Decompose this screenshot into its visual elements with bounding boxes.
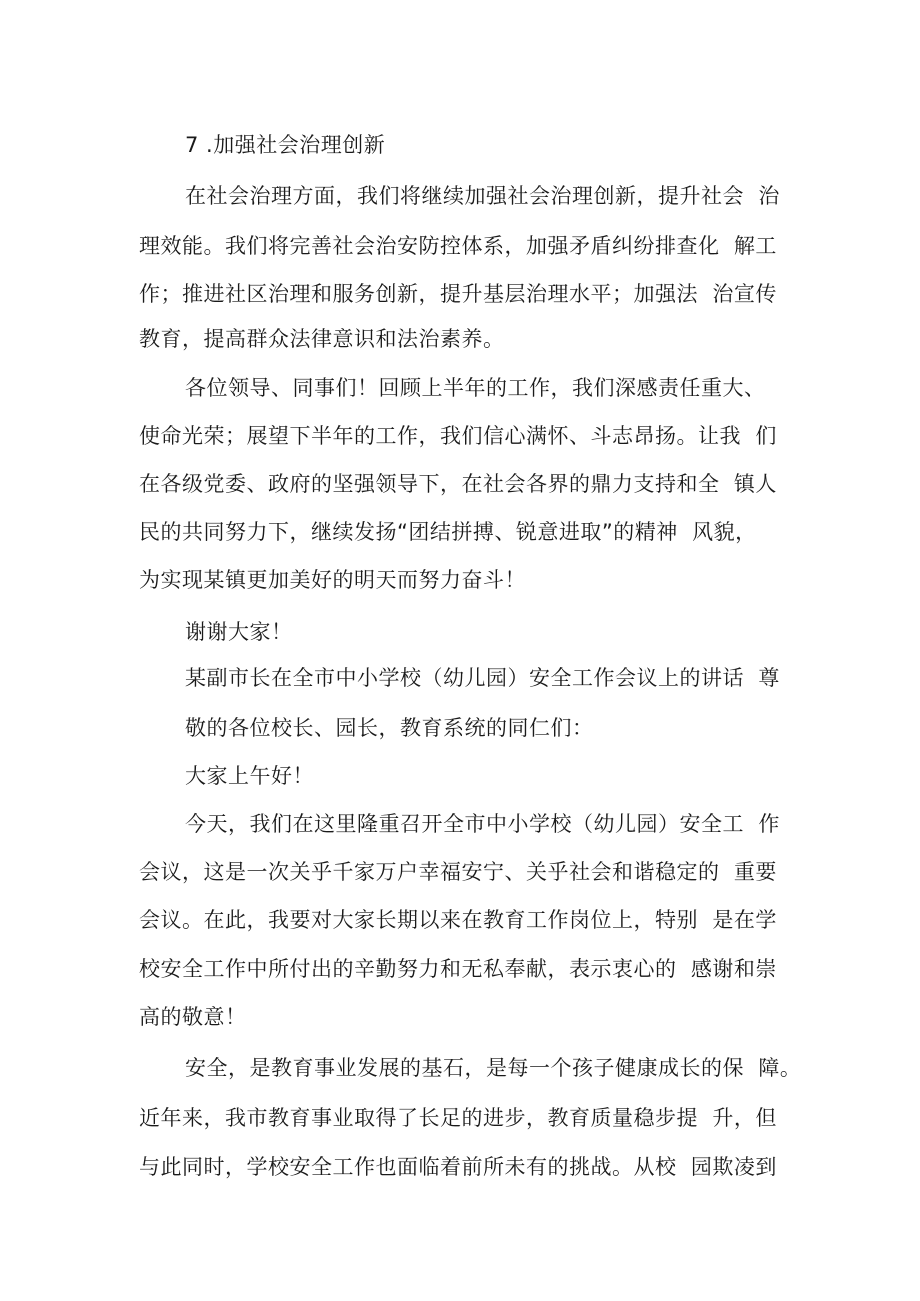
text-line: 会议，这是一次关乎千家万户幸福安宁、关乎社会和谐稳定的 重要 — [139, 860, 777, 884]
text-line: 作；推进社区治理和服务创新，提升基层治理水平；加强法 治宣传 — [139, 282, 777, 306]
text-line: 大家上午好！ — [185, 764, 314, 788]
text-line: 理效能。我们将完善社会治安防控体系，加强矛盾纠纷排查化 解工 — [139, 234, 777, 258]
text-line: 安全，是教育事业发展的基石，是每一个孩子健康成长的保 障。 — [185, 1056, 802, 1080]
text-line: 敬的各位校长、园长，教育系统的同仁们： — [185, 716, 594, 740]
text-line: 各位领导、同事们！回顾上半年的工作，我们深感责任重大、 — [185, 376, 766, 400]
text-line: 谢谢大家！ — [185, 620, 293, 644]
text-line: 民的共同努力下，继续发扬“团结拼搏、锐意进取”的精神 风貌， — [139, 520, 757, 544]
text-line: 校安全工作中所付出的辛勤努力和无私奉献，表示衷心的 感谢和崇 — [139, 957, 777, 981]
text-line: 会议。在此，我要对大家长期以来在教育工作岗位上，特别 是在学 — [139, 908, 777, 932]
text-line: 近年来，我市教育事业取得了长足的进步，教育质量稳步提 升，但 — [139, 1106, 777, 1130]
text-line: 在社会治理方面，我们将继续加强社会治理创新，提升社会 治 — [185, 184, 780, 208]
text-line: 使命光荣；展望下半年的工作，我们信心满怀、斗志昂扬。让我 们 — [139, 424, 777, 448]
text-line: 教育，提高群众法律意识和法治素养。 — [139, 327, 505, 351]
text-line: 今天，我们在这里隆重召开全市中小学校（幼儿园）安全工 作 — [185, 812, 780, 836]
text-line: 与此同时，学校安全工作也面临着前所未有的挑战。从校 园欺凌到 — [139, 1155, 777, 1179]
text-line: 为实现某镇更加美好的明天而努力奋斗！ — [139, 568, 526, 592]
text-line: 某副市长在全市中小学校（幼儿园）安全工作会议上的讲话 尊 — [185, 666, 780, 690]
text-line: 高的敬意！ — [139, 1005, 247, 1029]
text-line: 在各级党委、政府的坚强领导下，在社会各界的鼎力支持和全 镇人 — [139, 472, 777, 496]
section-heading: 7 .加强社会治理创新 — [185, 133, 386, 157]
